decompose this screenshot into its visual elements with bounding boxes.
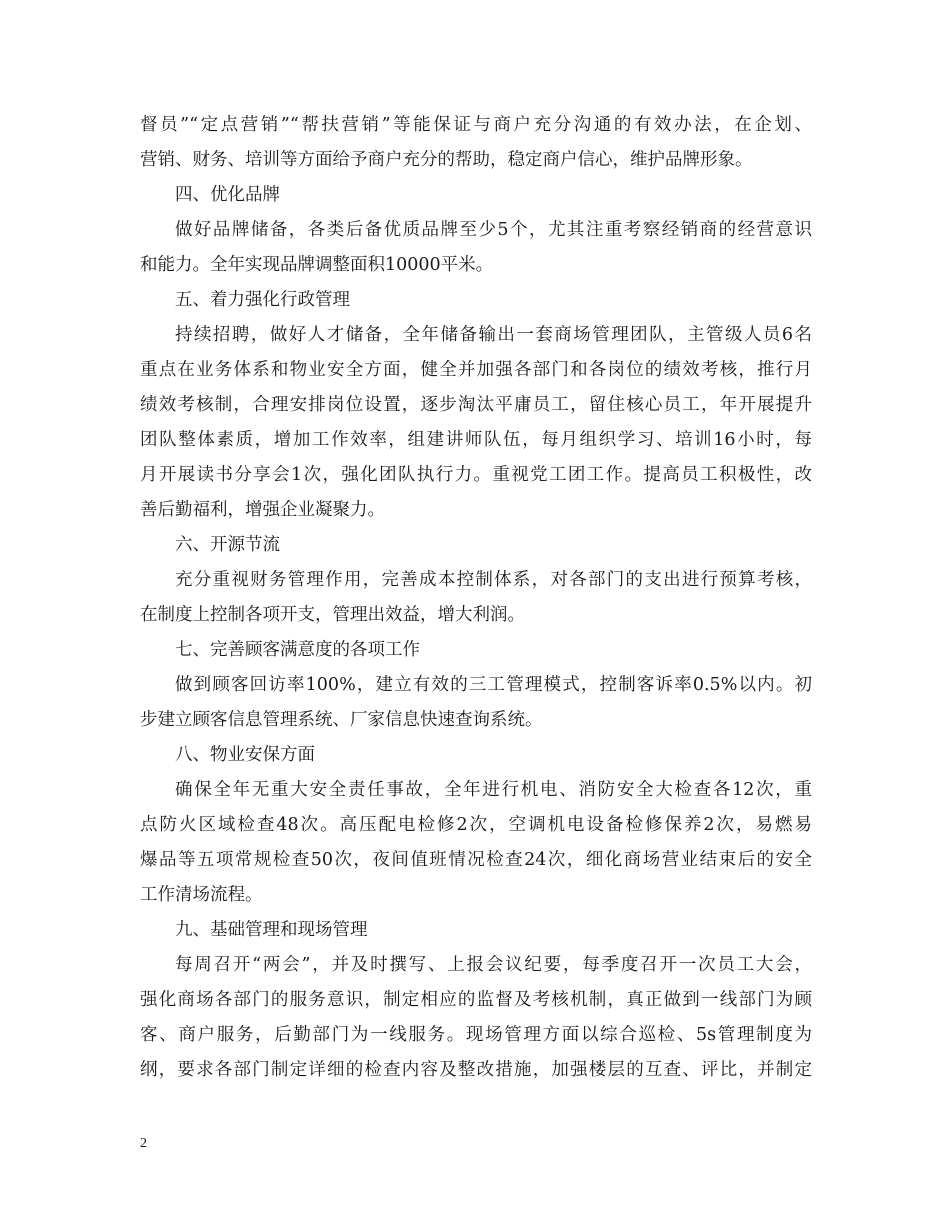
paragraph-line: 做好品牌储备，各类后备优质品牌至少5个，尤其注重考察经销商的经营意识 (175, 220, 812, 240)
paragraph-line: 督员”“定点营销”“帮扶营销”等能保证与商户充分沟通的有效办法，在企划、 (140, 115, 812, 135)
paragraph-line: 持续招聘，做好人才储备，全年储备输出一套商场管理团队，主管级人员6名 (175, 325, 812, 345)
paragraph-line: 爆品等五项常规检查50次，夜间值班情况检查24次，细化商场营业结束后的安全 (140, 850, 812, 870)
section-heading: 五、着力强化行政管理 (175, 290, 350, 310)
paragraph-line: 工作清场流程。 (140, 885, 263, 905)
paragraph-line: 重点在业务体系和物业安全方面，健全并加强各部门和各岗位的绩效考核，推行月 (140, 360, 812, 380)
section-heading: 七、完善顾客满意度的各项工作 (175, 640, 420, 660)
paragraph-line: 绩效考核制，合理安排岗位设置，逐步淘汰平庸员工，留住核心员工，年开展提升 (140, 395, 812, 415)
paragraph-line: 团队整体素质，增加工作效率，组建讲师队伍，每月组织学习、培训16小时，每 (140, 430, 812, 450)
paragraph-line: 充分重视财务管理作用，完善成本控制体系，对各部门的支出进行预算考核， (175, 570, 812, 590)
paragraph-line: 强化商场各部门的服务意识，制定相应的监督及考核机制，真正做到一线部门为顾 (140, 990, 812, 1010)
paragraph-line: 客、商户服务，后勤部门为一线服务。现场管理方面以综合巡检、5s管理制度为 (140, 1025, 812, 1045)
paragraph-line: 确保全年无重大安全责任事故，全年进行机电、消防安全大检查各12次，重 (175, 780, 812, 800)
paragraph-line: 营销、财务、培训等方面给予商户充分的帮助，稳定商户信心，维护品牌形象。 (140, 150, 753, 170)
section-heading: 四、优化品牌 (175, 185, 280, 205)
paragraph-line: 在制度上控制各项开支，管理出效益，增大利润。 (140, 605, 525, 625)
paragraph-line: 每周召开“两会”，并及时撰写、上报会议纪要，每季度召开一次员工大会， (175, 955, 812, 975)
paragraph-line: 做到顾客回访率100%，建立有效的三工管理模式，控制客诉率0.5%以内。初 (175, 675, 812, 695)
paragraph-line: 月开展读书分享会1次，强化团队执行力。重视党工团工作。提高员工积极性，改 (140, 465, 812, 485)
section-heading: 六、开源节流 (175, 535, 280, 555)
section-heading: 九、基础管理和现场管理 (175, 920, 368, 940)
paragraph-line: 纲，要求各部门制定详细的检查内容及整改措施，加强楼层的互查、评比，并制定 (140, 1060, 812, 1080)
page-number: 2 (140, 1136, 147, 1151)
section-heading: 八、物业安保方面 (175, 745, 315, 765)
paragraph-line: 步建立顾客信息管理系统、厂家信息快速查询系统。 (140, 710, 543, 730)
paragraph-line: 和能力。全年实现品牌调整面积10000平米。 (140, 255, 494, 275)
document-body (140, 108, 812, 1088)
paragraph-line: 善后勤福利，增强企业凝聚力。 (140, 500, 385, 520)
paragraph-line: 点防火区域检查48次。高压配电检修2次，空调机电设备检修保养2次，易燃易 (140, 815, 812, 835)
